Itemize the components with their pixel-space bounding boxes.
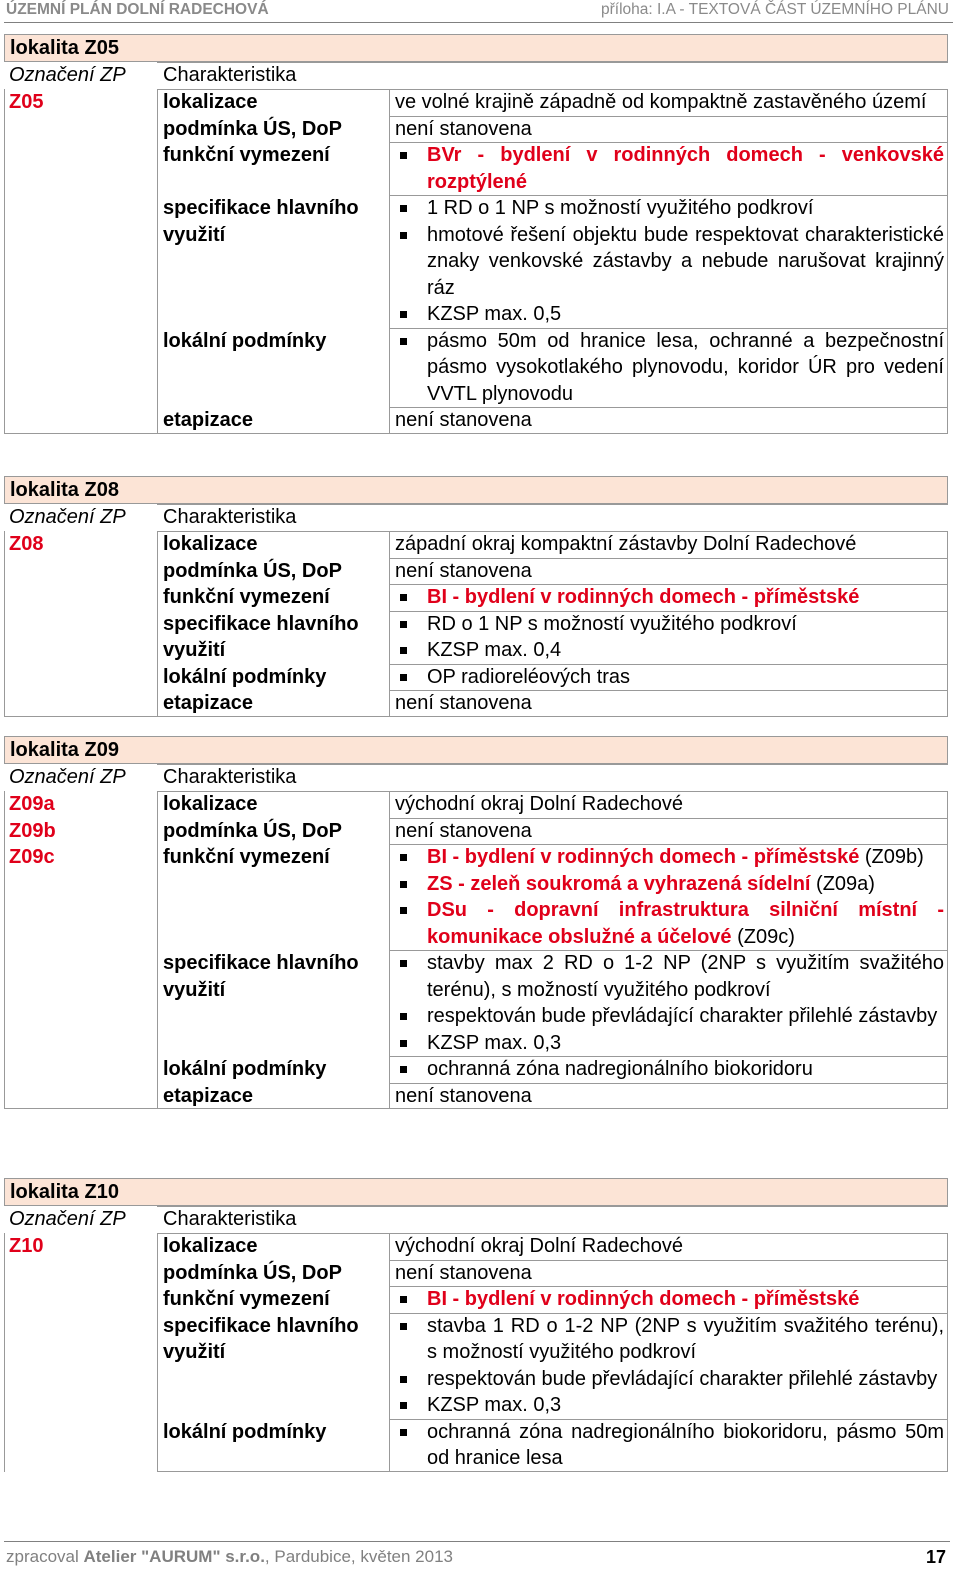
value-lokalizace: západní okraj kompaktní zástavby Dolní Radechové [395, 533, 857, 555]
column-header-row [4, 764, 948, 791]
spec-item: stavba 1 RD o 1-2 NP (2NP s využitím svažitého terénu), s možností využitého podkroví [395, 1313, 944, 1366]
row-lokalizace [4, 791, 948, 818]
label-specifikace: specifikace hlavního využití [163, 1314, 359, 1363]
row-etapizace [4, 407, 948, 434]
row-specifikace [4, 950, 948, 1056]
row-specifikace [4, 1313, 948, 1419]
spec-item: KZSP max. 0,4 [395, 637, 944, 664]
lokalni-item: ochranná zóna nadregionálního biokoridoru [395, 1056, 944, 1083]
value-funkcni: BI - bydlení v rodinných domech - příměstské [395, 1286, 944, 1313]
value-lokalizace: východní okraj Dolní Radechové [395, 793, 683, 815]
row-lokalni [4, 664, 948, 691]
column-header-row [4, 1206, 948, 1233]
col-oznaceni: Označení ZP [9, 766, 126, 788]
label-lokalizace: lokalizace [163, 91, 258, 113]
label-etapizace: etapizace [163, 1084, 254, 1107]
lokalni-item: OP radioreléových tras [395, 664, 944, 691]
value-lokalizace: ve volné krajině západně od kompaktně zastavěného území [395, 91, 927, 113]
spec-item: KZSP max. 0,3 [395, 1392, 944, 1419]
label-funkcni: funkční vymezení [163, 586, 330, 608]
spec-item: KZSP max. 0,3 [395, 1030, 944, 1057]
row-lokalni [4, 1419, 948, 1472]
row-funkcni [4, 584, 948, 611]
row-lokalizace [4, 89, 948, 116]
label-lokalizace: lokalizace [163, 1235, 258, 1257]
row-lokalizace [4, 1233, 948, 1260]
lokalita-z09 [4, 736, 948, 1109]
spec-item: RD o 1 NP s možností využitého podkroví [395, 611, 944, 638]
label-podminka: podmínka ÚS, DoP [163, 559, 342, 582]
row-podminka [4, 1260, 948, 1287]
zp-code: Z09c [9, 846, 55, 868]
value-etapizace: není stanovena [395, 1084, 532, 1107]
zp-code: Z10 [9, 1235, 44, 1257]
lokalni-item: ochranná zóna nadregionálního biokoridoru, pásmo 50m od hranice lesa [395, 1419, 944, 1472]
lokalita-title: lokalita Z10 [4, 1178, 948, 1206]
label-specifikace: specifikace hlavního využití [163, 952, 359, 1001]
spec-item: 1 RD o 1 NP s možností využitého podkroví [395, 195, 944, 222]
page-footer [4, 1541, 950, 1570]
label-lokalni: lokální podmínky [163, 1420, 327, 1443]
row-etapizace [4, 690, 948, 717]
col-oznaceni: Označení ZP [9, 506, 126, 528]
label-funkcni: funkční vymezení [163, 846, 330, 868]
label-etapizace: etapizace [163, 692, 254, 714]
funkcni-item: BI - bydlení v rodinných domech - příměstské (Z09b) [395, 844, 944, 871]
label-funkcni: funkční vymezení [163, 1288, 330, 1310]
lokalita-title: lokalita Z08 [4, 476, 948, 504]
label-podminka: podmínka ÚS, DoP [163, 1261, 342, 1284]
value-funkcni: BVr - bydlení v rodinných domech - venkovské rozptýlené [395, 142, 944, 195]
lokalita-body [4, 1233, 948, 1472]
zp-code: Z09b [9, 819, 56, 842]
funkcni-item: DSu - dopravní infrastruktura silniční místní - komunikace obslužné a účelové (Z09c) [395, 897, 944, 950]
row-podminka [4, 818, 948, 845]
zp-code: Z09a [9, 793, 55, 815]
row-specifikace [4, 611, 948, 664]
row-podminka [4, 558, 948, 585]
header-attachment: příloha: I.A - TEXTOVÁ ČÁST ÚZEMNÍHO PLÁNU [601, 1, 949, 18]
row-etapizace [4, 1083, 948, 1110]
label-specifikace: specifikace hlavního využití [163, 612, 359, 661]
spec-item: respektován bude převládající charakter přilehlé zástavby [395, 1366, 944, 1393]
lokalita-title: lokalita Z05 [4, 34, 948, 62]
lokalita-title: lokalita Z09 [4, 736, 948, 764]
row-lokalni [4, 328, 948, 408]
label-lokalizace: lokalizace [163, 793, 258, 815]
lokalita-z05 [4, 34, 948, 434]
row-lokalizace [4, 531, 948, 558]
label-lokalni: lokální podmínky [163, 329, 327, 352]
label-specifikace: specifikace hlavního využití [163, 197, 359, 246]
row-specifikace [4, 195, 948, 328]
label-funkcni: funkční vymezení [163, 144, 330, 166]
label-podminka: podmínka ÚS, DoP [163, 819, 342, 842]
spec-item: stavby max 2 RD o 1-2 NP (2NP s využitím svažitého terénu), s možností využitého podkroví [395, 950, 944, 1003]
page-number: 17 [925, 1547, 946, 1567]
row-lokalni [4, 1056, 948, 1083]
lokalni-item: pásmo 50m od hranice lesa, ochranné a bezpečnostní pásmo vysokotlakého plynovodu, koridor ÚR pro vedení VVTL plynovodu [395, 328, 944, 408]
col-oznaceni: Označení ZP [9, 64, 126, 86]
row-funkcni [4, 142, 948, 195]
value-lokalizace: východní okraj Dolní Radechové [395, 1235, 683, 1257]
value-podminka: není stanovena [395, 559, 532, 582]
page-header [4, 0, 953, 23]
value-podminka: není stanovena [395, 1261, 532, 1284]
value-etapizace: není stanovena [395, 692, 532, 714]
col-charakteristika: Charakteristika [163, 766, 297, 788]
lokalita-z08 [4, 476, 948, 717]
label-lokalni: lokální podmínky [163, 1058, 327, 1080]
row-podminka [4, 116, 948, 143]
row-funkcni [4, 844, 948, 950]
value-funkcni: BI - bydlení v rodinných domech - příměstské [395, 584, 944, 611]
spec-item: respektován bude převládající charakter přilehlé zástavby [395, 1003, 944, 1030]
funkcni-item: ZS - zeleň soukromá a vyhrazená sídelní (Z09a) [395, 871, 944, 898]
value-podminka: není stanovena [395, 117, 532, 140]
value-podminka: není stanovena [395, 819, 532, 842]
footer-credit: zpracoval Atelier "AURUM" s.r.o., Pardubice, květen 2013 [6, 1547, 453, 1566]
spec-item: hmotové řešení objektu bude respektovat charakteristické znaky venkovské zástavby a nebude narušovat krajinný ráz [395, 222, 944, 302]
col-oznaceni: Označení ZP [9, 1208, 126, 1230]
header-doc-title: ÚZEMNÍ PLÁN DOLNÍ RADECHOVÁ [6, 1, 269, 18]
lokalita-body [4, 531, 948, 717]
label-lokalizace: lokalizace [163, 533, 258, 555]
lokalita-body [4, 791, 948, 1109]
column-header-row [4, 62, 948, 89]
value-etapizace: není stanovena [395, 409, 532, 431]
col-charakteristika: Charakteristika [163, 64, 297, 86]
label-lokalni: lokální podmínky [163, 665, 327, 688]
zp-code: Z05 [9, 91, 44, 113]
spec-item: KZSP max. 0,5 [395, 301, 944, 328]
lokalita-body [4, 89, 948, 434]
col-charakteristika: Charakteristika [163, 506, 297, 528]
lokalita-z10 [4, 1178, 948, 1472]
column-header-row [4, 504, 948, 531]
label-podminka: podmínka ÚS, DoP [163, 117, 342, 140]
row-funkcni [4, 1286, 948, 1313]
col-charakteristika: Charakteristika [163, 1208, 297, 1230]
label-etapizace: etapizace [163, 409, 254, 431]
zp-code: Z08 [9, 533, 44, 555]
